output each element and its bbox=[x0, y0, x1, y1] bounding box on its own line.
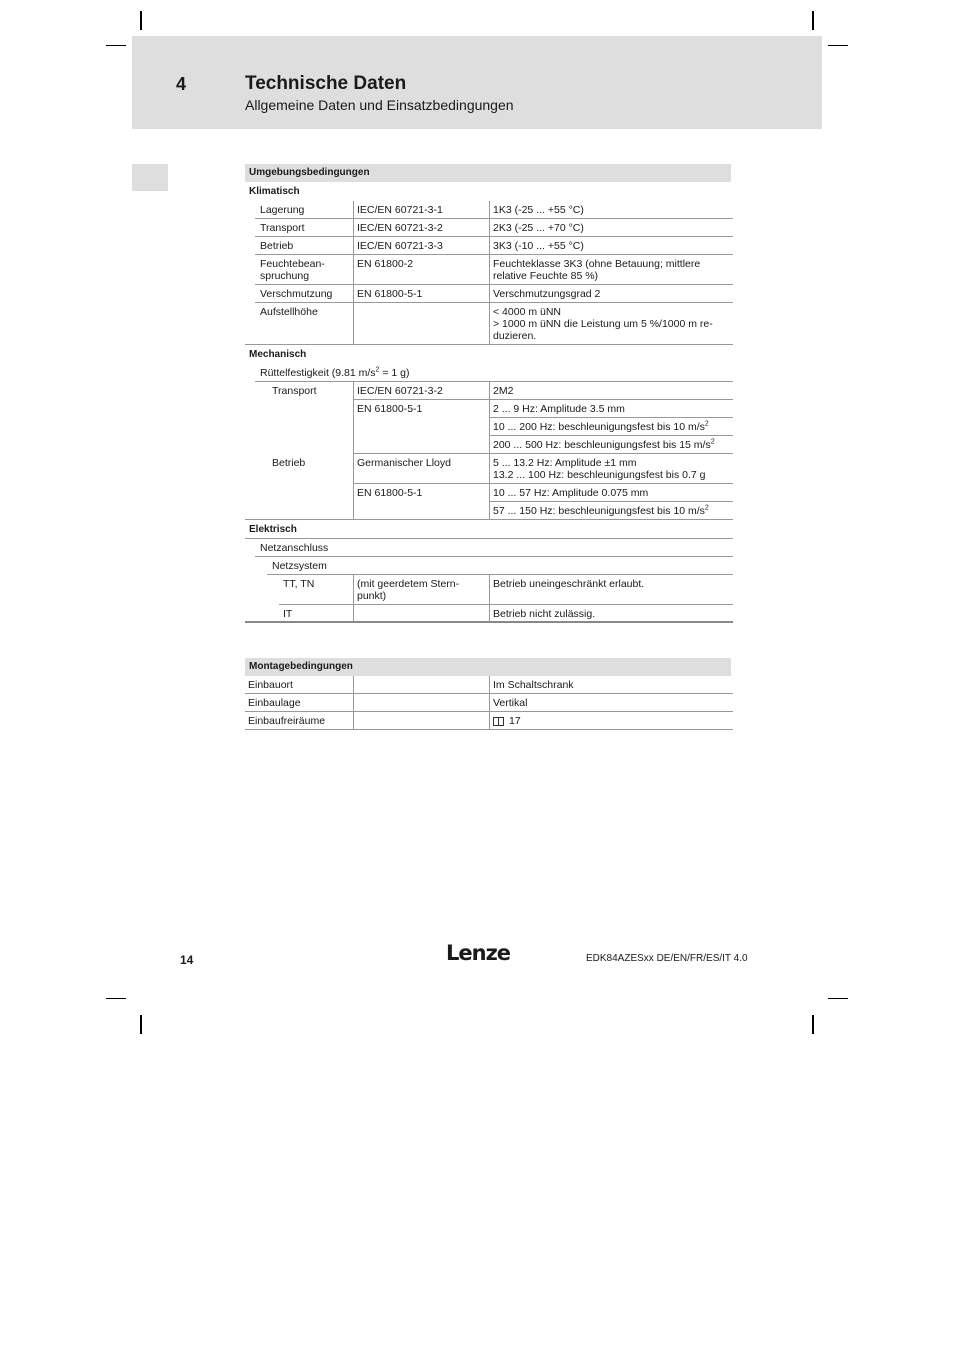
book-icon bbox=[493, 717, 504, 726]
row-value: 2K3 (-25 ... +70 °C) bbox=[489, 219, 733, 237]
row-values bbox=[489, 484, 733, 520]
table-row bbox=[245, 454, 733, 484]
table-row bbox=[245, 694, 733, 712]
table-row bbox=[245, 255, 733, 285]
row-value: 3K3 (-10 ... +55 °C) bbox=[489, 237, 733, 255]
row-label: Transport bbox=[260, 222, 305, 234]
row-label: Einbaufreiräume bbox=[248, 715, 326, 727]
subhead-text: Netzsystem bbox=[272, 560, 327, 572]
row-value: 1K3 (-25 ... +55 °C) bbox=[489, 201, 733, 219]
crop-mark bbox=[140, 11, 142, 30]
row-value: Im Schaltschrank bbox=[489, 676, 733, 694]
table-row bbox=[245, 303, 733, 345]
row-value: 5 ... 13.2 Hz: Amplitude ±1 mm 13.2 ... 100 Hz: beschleunigungsfest bis 0.7 g bbox=[489, 454, 733, 484]
row-label-empty bbox=[245, 484, 353, 520]
crop-mark bbox=[140, 1015, 142, 1034]
row-value: Betrieb uneingeschränkt erlaubt. bbox=[489, 575, 733, 605]
group-mechanisch: Mechanisch bbox=[249, 349, 307, 360]
crop-mark bbox=[812, 1015, 814, 1034]
row-label-empty bbox=[245, 400, 353, 454]
row-standard: EN 61800-5-1 bbox=[353, 285, 489, 303]
table-heading: Umgebungsbedingungen bbox=[245, 164, 731, 182]
row-value bbox=[489, 436, 733, 454]
value-text: 2 ... 9 Hz: Amplitude 3.5 mm bbox=[493, 403, 625, 415]
row-label: TT, TN bbox=[283, 578, 315, 590]
vibration-text-end: = 1 g) bbox=[379, 367, 410, 379]
row-rule bbox=[245, 344, 733, 345]
vibration-text: Rüttelfestigkeit (9.81 m/s bbox=[260, 367, 376, 379]
superscript: 2 bbox=[704, 504, 709, 512]
superscript: 2 bbox=[375, 366, 380, 374]
side-tab-marker bbox=[132, 164, 168, 191]
crop-mark bbox=[828, 45, 848, 46]
row-standard: Germanischer Lloyd bbox=[353, 454, 489, 484]
row-standard: EN 61800-5-1 bbox=[353, 400, 489, 454]
value-text: 57 ... 150 Hz: beschleunigungsfest bis 10 m/s bbox=[493, 505, 705, 517]
row-label: Betrieb bbox=[272, 457, 306, 469]
row-value bbox=[489, 502, 733, 520]
superscript: 2 bbox=[704, 420, 709, 428]
row-label: Betrieb bbox=[260, 240, 294, 252]
row-label: Aufstellhöhe bbox=[260, 306, 318, 318]
row-label: Feuchtebean- spruchung bbox=[260, 258, 325, 282]
row-standard-empty bbox=[353, 676, 489, 694]
row-value bbox=[489, 400, 733, 418]
row-standard bbox=[353, 303, 489, 345]
row-label: Einbaulage bbox=[248, 697, 301, 709]
vibration-heading bbox=[245, 364, 733, 382]
row-label: Einbauort bbox=[248, 679, 293, 691]
row-standard: IEC/EN 60721-3-1 bbox=[353, 201, 489, 219]
row-value: Vertikal bbox=[489, 694, 733, 712]
row-standard-empty bbox=[353, 694, 489, 712]
row-label: Transport bbox=[272, 385, 317, 397]
row-value: Betrieb nicht zulässig. bbox=[489, 605, 733, 623]
netzanschluss-heading bbox=[245, 539, 733, 557]
row-standard: (mit geerdetem Stern- punkt) bbox=[353, 575, 489, 605]
value-text: 10 ... 200 Hz: beschleunigungsfest bis 10 m/s bbox=[493, 421, 705, 433]
footer-document-id: EDK84AZESxx DE/EN/FR/ES/IT 4.0 bbox=[586, 953, 748, 964]
row-value: Feuchteklasse 3K3 (ohne Betauung; mittlere relative Feuchte 85 %) bbox=[489, 255, 733, 285]
table-row bbox=[245, 237, 733, 255]
table-row bbox=[245, 605, 733, 623]
row-value bbox=[489, 484, 733, 502]
row-standard: EN 61800-2 bbox=[353, 255, 489, 285]
environment-table bbox=[245, 164, 733, 623]
page-reference[interactable]: 17 bbox=[509, 715, 521, 727]
table-row bbox=[245, 382, 733, 400]
table-row bbox=[245, 219, 733, 237]
row-standard: IEC/EN 60721-3-3 bbox=[353, 237, 489, 255]
group-label: Elektrisch bbox=[249, 524, 297, 535]
row-standard: IEC/EN 60721-3-2 bbox=[353, 382, 489, 400]
row-standard-empty bbox=[353, 712, 489, 730]
superscript: 2 bbox=[710, 438, 715, 446]
lenze-logo: Lenze bbox=[446, 941, 511, 965]
row-value bbox=[489, 418, 733, 436]
footer-page-number: 14 bbox=[180, 953, 194, 967]
row-value: Verschmutzungsgrad 2 bbox=[489, 285, 733, 303]
row-rule bbox=[245, 729, 733, 730]
row-label: Lagerung bbox=[260, 204, 305, 216]
header-band bbox=[132, 36, 822, 129]
crop-mark bbox=[106, 45, 126, 46]
table-row bbox=[245, 400, 733, 454]
netzsystem-heading bbox=[245, 557, 733, 575]
crop-mark bbox=[828, 998, 848, 999]
row-rule bbox=[245, 621, 733, 623]
row-value: 2M2 bbox=[489, 382, 733, 400]
row-value: < 4000 m üNN > 1000 m üNN die Leistung um 5 %/1000 m re- duzieren. bbox=[489, 303, 733, 345]
value-text: 10 ... 57 Hz: Amplitude 0.075 mm bbox=[493, 487, 649, 499]
row-label: Verschmutzung bbox=[260, 288, 333, 300]
crop-mark bbox=[106, 998, 126, 999]
row-standard: IEC/EN 60721-3-2 bbox=[353, 219, 489, 237]
page-title: Technische Daten bbox=[245, 73, 407, 94]
chapter-number: 4 bbox=[176, 74, 187, 94]
table-row bbox=[245, 676, 733, 694]
table-heading: Montagebedingungen bbox=[245, 658, 731, 676]
subhead-text: Netzanschluss bbox=[260, 542, 329, 554]
row-value[interactable] bbox=[489, 712, 733, 730]
row-label: IT bbox=[283, 608, 293, 620]
group-elektrisch bbox=[245, 520, 733, 539]
table-row bbox=[245, 712, 733, 730]
table-row bbox=[245, 484, 733, 520]
table-row bbox=[245, 285, 733, 303]
mounting-table bbox=[245, 658, 733, 730]
group-klimatisch: Klimatisch bbox=[249, 186, 300, 197]
row-values bbox=[489, 400, 733, 454]
row-standard: EN 61800-5-1 bbox=[353, 484, 489, 520]
table-row bbox=[245, 575, 733, 605]
value-text: 200 ... 500 Hz: beschleunigungsfest bis 15 m/s bbox=[493, 439, 711, 451]
table-row bbox=[245, 201, 733, 219]
page-subtitle: Allgemeine Daten und Einsatzbedingungen bbox=[245, 97, 514, 113]
crop-mark bbox=[812, 11, 814, 30]
